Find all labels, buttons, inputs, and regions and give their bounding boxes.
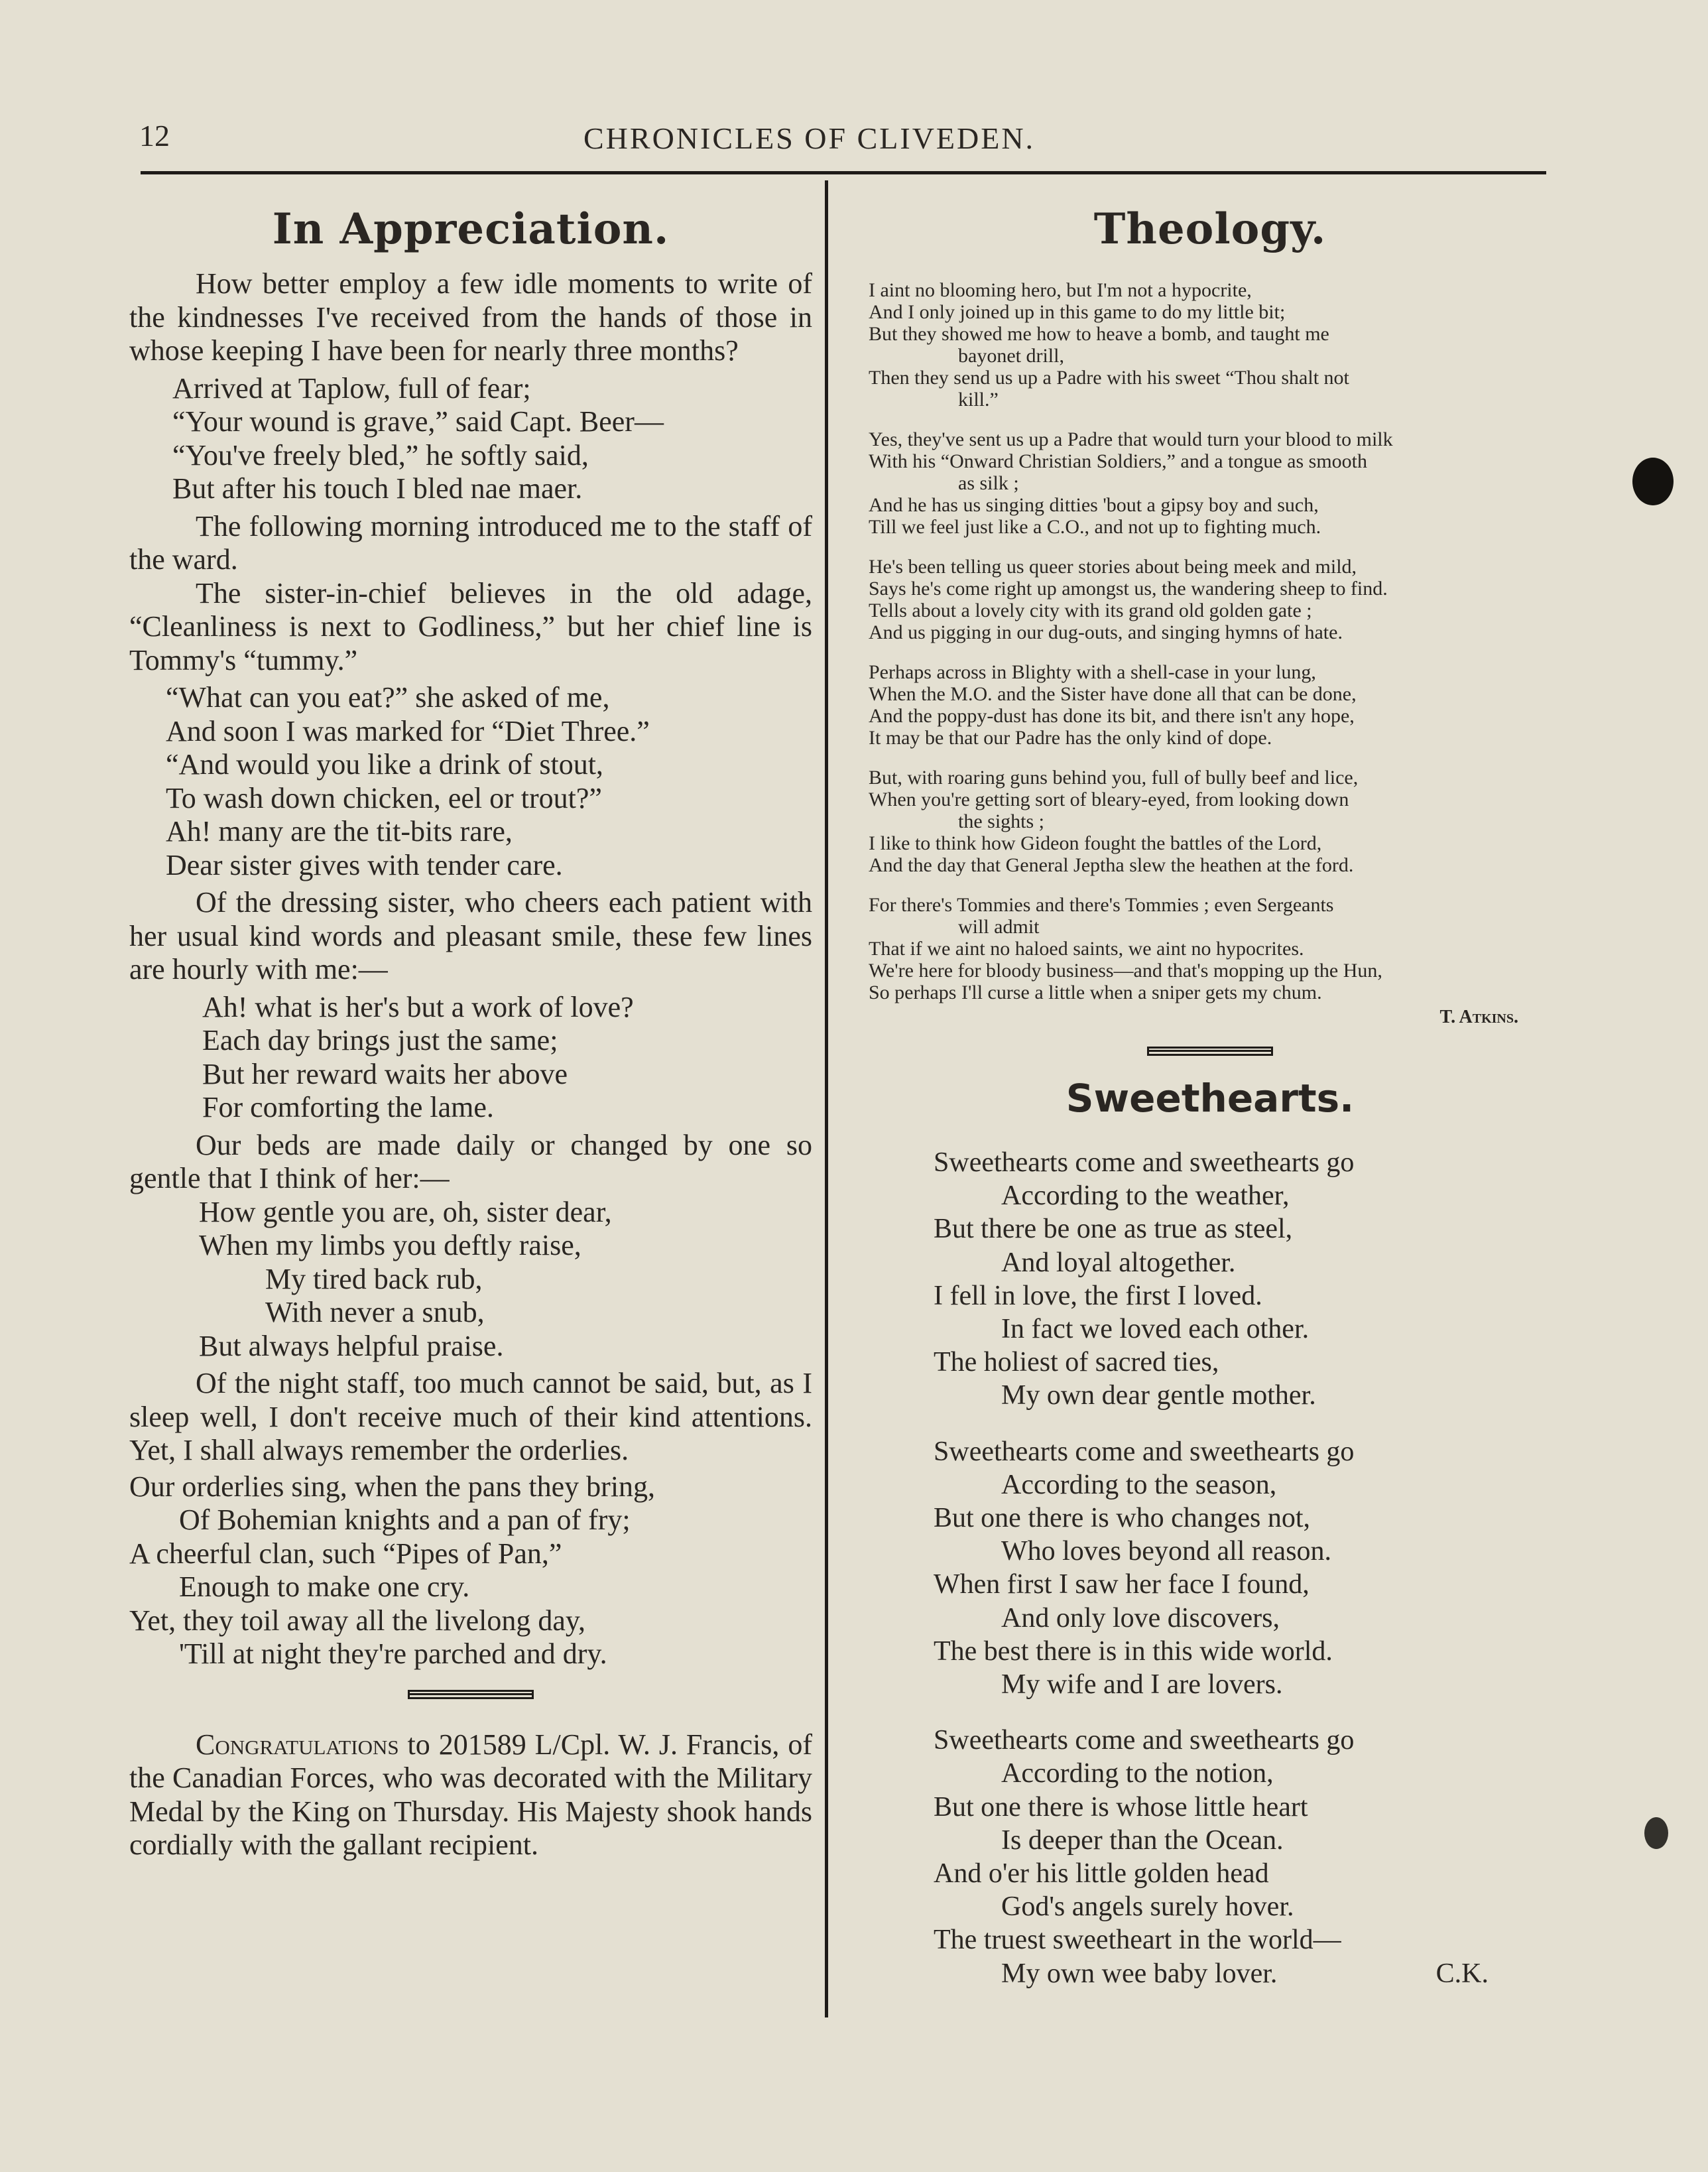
theology-line: When the M.O. and the Sister have done all that can be done, [869,683,1357,705]
theology-stanza [869,894,1552,1003]
sweethearts-line: According to the weather, [1001,1181,1290,1212]
theology-line: But they showed me how to heave a bomb, and taught me [869,323,1329,345]
appreciation-paragraph: Of the dressing sister, who cheers each patient with her usual kind words and pleasant smile, these few lines are hourly with me:— [129,886,812,986]
theology-stanza [869,428,1552,538]
sweethearts-line: And loyal altogether. [1001,1247,1236,1278]
appreciation-paragraph: The following morning introduced me to the staff of the ward. [129,509,812,576]
theology-line: With his “Onward Christian Soldiers,” and a tongue as smooth [869,450,1368,472]
theology-stanza [869,767,1552,876]
theology-line: For there's Tommies and there's Tommies ; even Sergeants [869,894,1334,916]
theology-line: the sights ; [958,810,1045,832]
appreciation-verse: Our orderlies sing, when the pans they bring, Of Bohemian knights and a pan of fry; A cheerful clan, such “Pipes of Pan,” Enough to make one cry. Yet, they toil away all the livelong day, 'Till at night they're parched and dry. [129,1470,656,1670]
paper-hole [1632,458,1674,505]
sweethearts-signature: C.K. [1435,1958,1489,1989]
header-rule [141,171,1546,174]
theology-line: That if we aint no haloed saints, we aint no hypocrites. [869,938,1304,960]
sweethearts-stanza [869,1146,1552,1413]
paper-hole [1644,1817,1668,1849]
appreciation-verse: “What can you eat?” she asked of me, And soon I was marked for “Diet Three.” “And would you like a drink of stout, To wash down chicken, eel or trout?” Ah! many are the tit-bits rare, Dear sister gives with tender care. [166,681,650,881]
left-column [129,199,812,1862]
sweethearts-line: And o'er his little golden head [934,1858,1269,1889]
sweethearts-line: But there be one as true as steel, [934,1214,1293,1245]
theology-line: will admit [958,916,1040,938]
theology-signature: T. Atkins. [1439,1007,1518,1027]
theology-line: bayonet drill, [958,345,1064,367]
theology-line: When you're getting sort of bleary-eyed, from looking down [869,789,1349,810]
sweethearts-line: But one there is whose little heart [934,1791,1308,1822]
sweethearts-line: My wife and I are lovers. [1001,1669,1283,1700]
sweethearts-line: The best there is in this wide world. [934,1635,1333,1667]
theology-line: kill.” [958,389,999,411]
sweethearts-title: Sweethearts. [1066,1076,1355,1121]
theology-poem [869,279,1552,1003]
sweethearts-line: Sweethearts come and sweethearts go [934,1147,1355,1178]
theology-line: We're here for bloody business—and that's mopping up the Hun, [869,960,1382,982]
right-column [869,199,1552,2013]
sweethearts-line: The truest sweetheart in the world— [934,1925,1341,1956]
sweethearts-line: But one there is who changes not, [934,1503,1311,1534]
theology-line: He's been telling us queer stories about being meek and mild, [869,556,1357,578]
sweethearts-line: In fact we loved each other. [1001,1314,1310,1345]
sweethearts-line: According to the notion, [1001,1758,1274,1789]
theology-line: And I only joined up in this game to do my little bit; [869,301,1286,323]
sweethearts-line: The holiest of sacred ties, [934,1347,1219,1378]
appreciation-paragraph: The sister-in-chief believes in the old adage, “Cleanliness is next to Godliness,” but her chief line is Tommy's “tummy.” [129,576,812,676]
appreciation-title: In Appreciation. [272,204,670,254]
theology-line: And the day that General Jeptha slew the heathen at the ford. [869,854,1354,876]
sweethearts-line: Is deeper than the Ocean. [1001,1824,1284,1856]
theology-line: Then they send us up a Padre with his sweet “Thou shalt not [869,367,1349,389]
sweethearts-poem [869,1146,1552,1990]
sweethearts-line: Sweethearts come and sweethearts go [934,1725,1355,1756]
theology-title: Theology. [1093,204,1327,254]
theology-line: So perhaps I'll curse a little when a sniper gets my chum. [869,982,1322,1003]
sweethearts-line: God's angels surely hover. [1001,1891,1294,1923]
theology-line: But, with roaring guns behind you, full of bully beef and lice, [869,767,1359,789]
section-divider [129,1690,812,1699]
theology-line: And the poppy-dust has done its bit, and there isn't any hope, [869,705,1355,727]
appreciation-paragraph: How better employ a few idle moments to write of the kindnesses I've received from the hands of those in whose keeping I have been for nearly three months? [129,267,812,367]
theology-stanza [869,556,1552,643]
appreciation-verse: Arrived at Taplow, full of fear; “Your wound is grave,” said Capt. Beer— “You've freely bled,” he softly said, But after his touch I bled nae maer. [172,371,664,505]
sweethearts-line: Who loves beyond all reason. [1001,1536,1332,1567]
sweethearts-line: According to the season, [1001,1469,1277,1500]
congratulations-notice: Congratulations to 201589 L/Cpl. W. J. Francis, of the Canadian Forces, who was decorated with the Military Medal by the King on Thursday. His Majesty shook hands cordially with the gallant recipient. [129,1728,812,1861]
sweethearts-line: Sweethearts come and sweethearts go [934,1436,1355,1467]
page-number: 12 [139,119,170,153]
sweethearts-stanza [869,1435,1552,1702]
theology-line: Perhaps across in Blighty with a shell-case in your lung, [869,661,1316,683]
appreciation-paragraph: Our beds are made daily or changed by one so gentle that I think of her:— [129,1128,812,1194]
theology-line: Says he's come right up amongst us, the wandering sheep to find. [869,578,1388,600]
appreciation-verse: How gentle you are, oh, sister dear, When my limbs you deftly raise, My tired back rub, With never a snub, But always helpful praise. [199,1195,612,1362]
theology-line: Tells about a lovely city with its grand old golden gate ; [869,600,1312,621]
column-rule [825,180,828,2017]
theology-line: Yes, they've sent us up a Padre that would turn your blood to milk [869,428,1393,450]
theology-line: And he has us singing ditties 'bout a gipsy boy and such, [869,494,1319,516]
theology-line: as silk ; [958,472,1019,494]
theology-line: Till we feel just like a C.O., and not up to fighting much. [869,516,1321,538]
theology-line: I like to think how Gideon fought the battles of the Lord, [869,832,1322,854]
appreciation-paragraph: Of the night staff, too much cannot be said, but, as I sleep well, I don't receive much of their kind attentions. Yet, I shall always remember the orderlies. [129,1367,812,1466]
sweethearts-line: My own dear gentle mother. [1001,1380,1316,1411]
sweethearts-line: I fell in love, the first I loved. [934,1280,1262,1311]
theology-line: I aint no blooming hero, but I'm not a hypocrite, [869,279,1252,301]
appreciation-verse: Ah! what is her's but a work of love? Each day brings just the same; But her reward waits her above For comforting the lame. [202,990,634,1123]
sweethearts-stanza [869,1724,1552,1990]
sweethearts-line: And only love discovers, [1001,1602,1280,1633]
section-divider [869,1047,1552,1056]
theology-line: And us pigging in our dug-outs, and singing hymns of hate. [869,621,1343,643]
theology-stanza [869,279,1552,411]
sweethearts-line: My own wee baby lover. C.K. [869,1957,1552,1990]
theology-stanza [869,661,1552,749]
theology-line: It may be that our Padre has the only kind of dope. [869,727,1272,749]
running-head: CHRONICLES OF CLIVEDEN. [583,121,1036,155]
sweethearts-line: When first I saw her face I found, [934,1569,1310,1600]
